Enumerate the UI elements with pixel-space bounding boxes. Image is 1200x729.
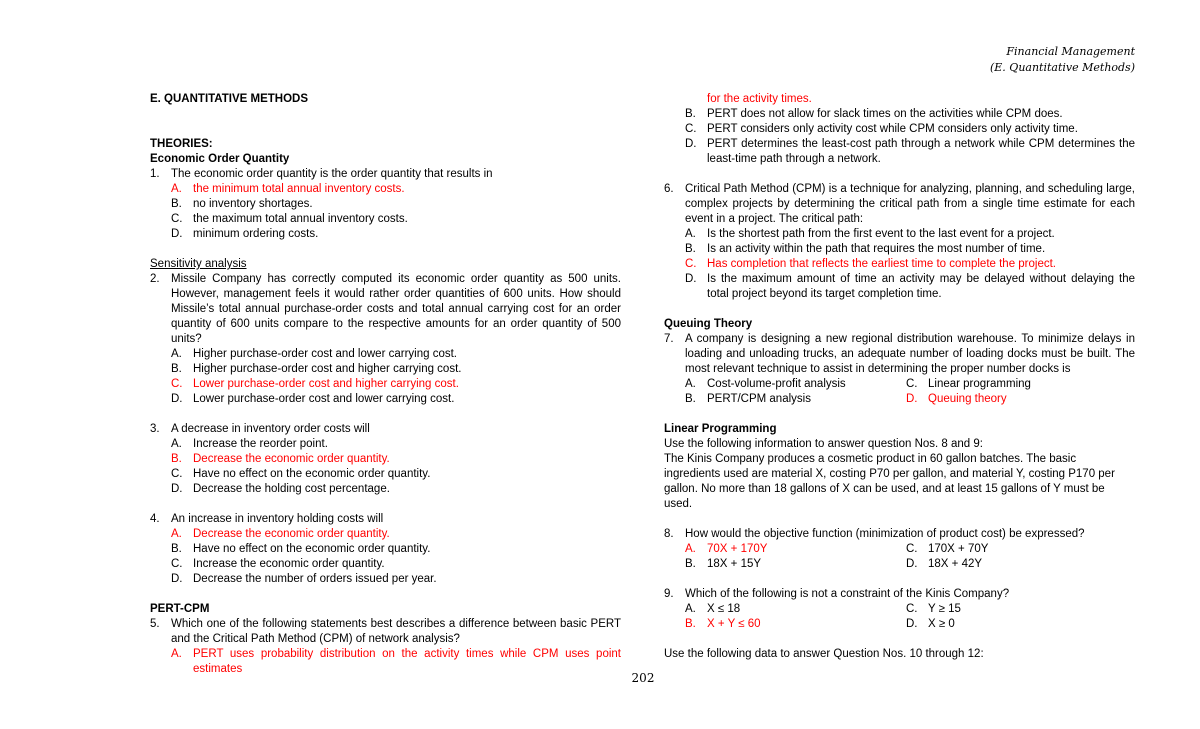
question-text: A decrease in inventory order costs will [171, 423, 370, 435]
answer-option-row [664, 377, 1135, 392]
answer-option: D. Lower purchase-order cost and lower carrying cost. [171, 393, 455, 405]
sensitivity-heading: Sensitivity analysis [150, 258, 247, 270]
queuing-heading: Queuing Theory [664, 318, 753, 330]
closing-instruction: Use the following data to answer Question Nos. 10 through 12: [664, 648, 984, 660]
answer-option: B. PERT/CPM analysis [685, 393, 811, 405]
question-number: 8. [664, 528, 674, 540]
theories-label: THEORIES: [150, 138, 213, 150]
answer-option-correct: A. Decrease the economic order quantity. [171, 528, 390, 540]
lp-body: The Kinis Company produces a cosmetic product in 60 gallon batches. The basic ingredients used are material X, costing P70 per gallon, and material Y, costing P170 per gallon. No more than 18 gallons of X can be used, and at least 15 gallons of Y must be used. [664, 453, 1115, 510]
answer-option-correct: B. X + Y ≤ 60 [685, 618, 761, 630]
answer-option: A. Is the shortest path from the first event to the last event for a project. [685, 228, 1055, 240]
pert-cpm-heading: PERT-CPM [150, 603, 210, 615]
answer-option: C. Increase the economic order quantity. [171, 558, 385, 570]
answer-option-continuation: for the activity times. [707, 93, 812, 105]
answer-option: D. PERT determines the least-cost path through a network while CPM determines the least-time path through a network. [685, 138, 1135, 165]
question-6 [664, 182, 1135, 227]
question-8 [664, 527, 1135, 542]
answer-option: B. Have no effect on the economic order quantity. [171, 543, 431, 555]
question-number: 3. [150, 423, 160, 435]
question-7 [664, 332, 1135, 377]
lp-intro: Use the following information to answer question Nos. 8 and 9: [664, 438, 983, 450]
answer-option-correct: B. Decrease the economic order quantity. [171, 453, 390, 465]
question-text: Critical Path Method (CPM) is a technique for analyzing, planning, and scheduling large, complex projects by determining the critical path from a single time estimate for each event in a project. The critical path: [685, 183, 1135, 225]
answer-option: C. Have no effect on the economic order quantity. [171, 468, 431, 480]
question-text: How would the objective function (minimization of product cost) be expressed? [685, 528, 1085, 540]
answer-option-correct: C. Lower purchase-order cost and higher carrying cost. [171, 378, 459, 390]
page-number: 202 [631, 671, 655, 685]
header-title: Financial Management [1006, 45, 1135, 58]
answer-option-correct: D. Queuing theory [906, 393, 1007, 405]
answer-option: B. Is an activity within the path that requires the most number of time. [685, 243, 1046, 255]
answer-option: C. Y ≥ 15 [906, 603, 961, 615]
answer-option: C. Linear programming [906, 378, 1031, 390]
question-3 [150, 422, 621, 437]
answer-option: C. PERT considers only activity cost while CPM considers only activity time. [685, 123, 1078, 135]
header-subtitle: (E. Quantitative Methods) [989, 61, 1135, 74]
question-number: 9. [664, 588, 674, 600]
right-column [664, 92, 1135, 662]
question-4 [150, 512, 621, 527]
eoq-heading: Economic Order Quantity [150, 153, 290, 165]
answer-option: A. Higher purchase-order cost and lower carrying cost. [171, 348, 457, 360]
question-number: 2. [150, 273, 160, 285]
answer-option: D. Is the maximum amount of time an activity may be delayed without delaying the total project beyond its target completion time. [685, 273, 1135, 300]
answer-option: D. 18X + 42Y [906, 558, 983, 570]
question-text: The economic order quantity is the order quantity that results in [171, 168, 493, 180]
question-number: 6. [664, 183, 674, 195]
answer-option: D. minimum ordering costs. [171, 228, 319, 240]
question-text: An increase in inventory holding costs will [171, 513, 384, 525]
linear-programming-heading: Linear Programming [664, 423, 777, 435]
answer-option-row [664, 557, 1135, 572]
answer-option: B. 18X + 15Y [685, 558, 762, 570]
answer-option: C. the maximum total annual inventory costs. [171, 213, 408, 225]
question-5 [150, 617, 621, 647]
running-header [990, 44, 1135, 76]
answer-option-row [664, 602, 1135, 617]
question-text: Missile Company has correctly computed its economic order quantity as 500 units. However, management feels it would rather order quantities of 600 units. How should Missile’s total annual purchase-order costs and total annual carrying cost for an order quantity of 600 units compare to the respective amounts for an order quantity of 500 units? [171, 273, 621, 345]
answer-option-row [664, 392, 1135, 407]
answer-option: C. 170X + 70Y [906, 543, 989, 555]
answer-option-row [664, 617, 1135, 632]
answer-option-correct: C. Has completion that reflects the earliest time to complete the project. [685, 258, 1056, 270]
question-text: Which one of the following statements best describes a difference between basic PERT and the Critical Path Method (CPM) of network analysis? [171, 618, 621, 645]
question-number: 7. [664, 333, 674, 345]
question-text: A company is designing a new regional distribution warehouse. To minimize delays in loading and unloading trucks, an adequate number of loading docks must be built. The most relevant technique to assist in determining the proper number docks is [685, 333, 1135, 375]
question-9 [664, 587, 1135, 602]
question-number: 5. [150, 618, 160, 630]
left-column [150, 92, 621, 677]
answer-option-correct: A. 70X + 170Y [685, 543, 768, 555]
answer-option: A. Increase the reorder point. [171, 438, 328, 450]
answer-option-correct: A. the minimum total annual inventory costs. [171, 183, 405, 195]
question-text: Which of the following is not a constraint of the Kinis Company? [685, 588, 1010, 600]
answer-option: B. PERT does not allow for slack times on the activities while CPM does. [685, 108, 1063, 120]
answer-option: D. Decrease the holding cost percentage. [171, 483, 390, 495]
question-number: 4. [150, 513, 160, 525]
answer-option: D. X ≥ 0 [906, 618, 955, 630]
answer-option: B. no inventory shortages. [171, 198, 313, 210]
question-2 [150, 272, 621, 347]
answer-option-row [664, 542, 1135, 557]
question-number: 1. [150, 168, 160, 180]
answer-option-correct: A. PERT uses probability distribution on the activity times while CPM uses point estimates [171, 648, 621, 675]
question-1 [150, 167, 621, 182]
answer-option: A. X ≤ 18 [685, 603, 741, 615]
section-title: E. QUANTITATIVE METHODS [150, 93, 309, 105]
answer-option: D. Decrease the number of orders issued per year. [171, 573, 437, 585]
answer-option: B. Higher purchase-order cost and higher carrying cost. [171, 363, 462, 375]
answer-option: A. Cost-volume-profit analysis [685, 378, 846, 390]
